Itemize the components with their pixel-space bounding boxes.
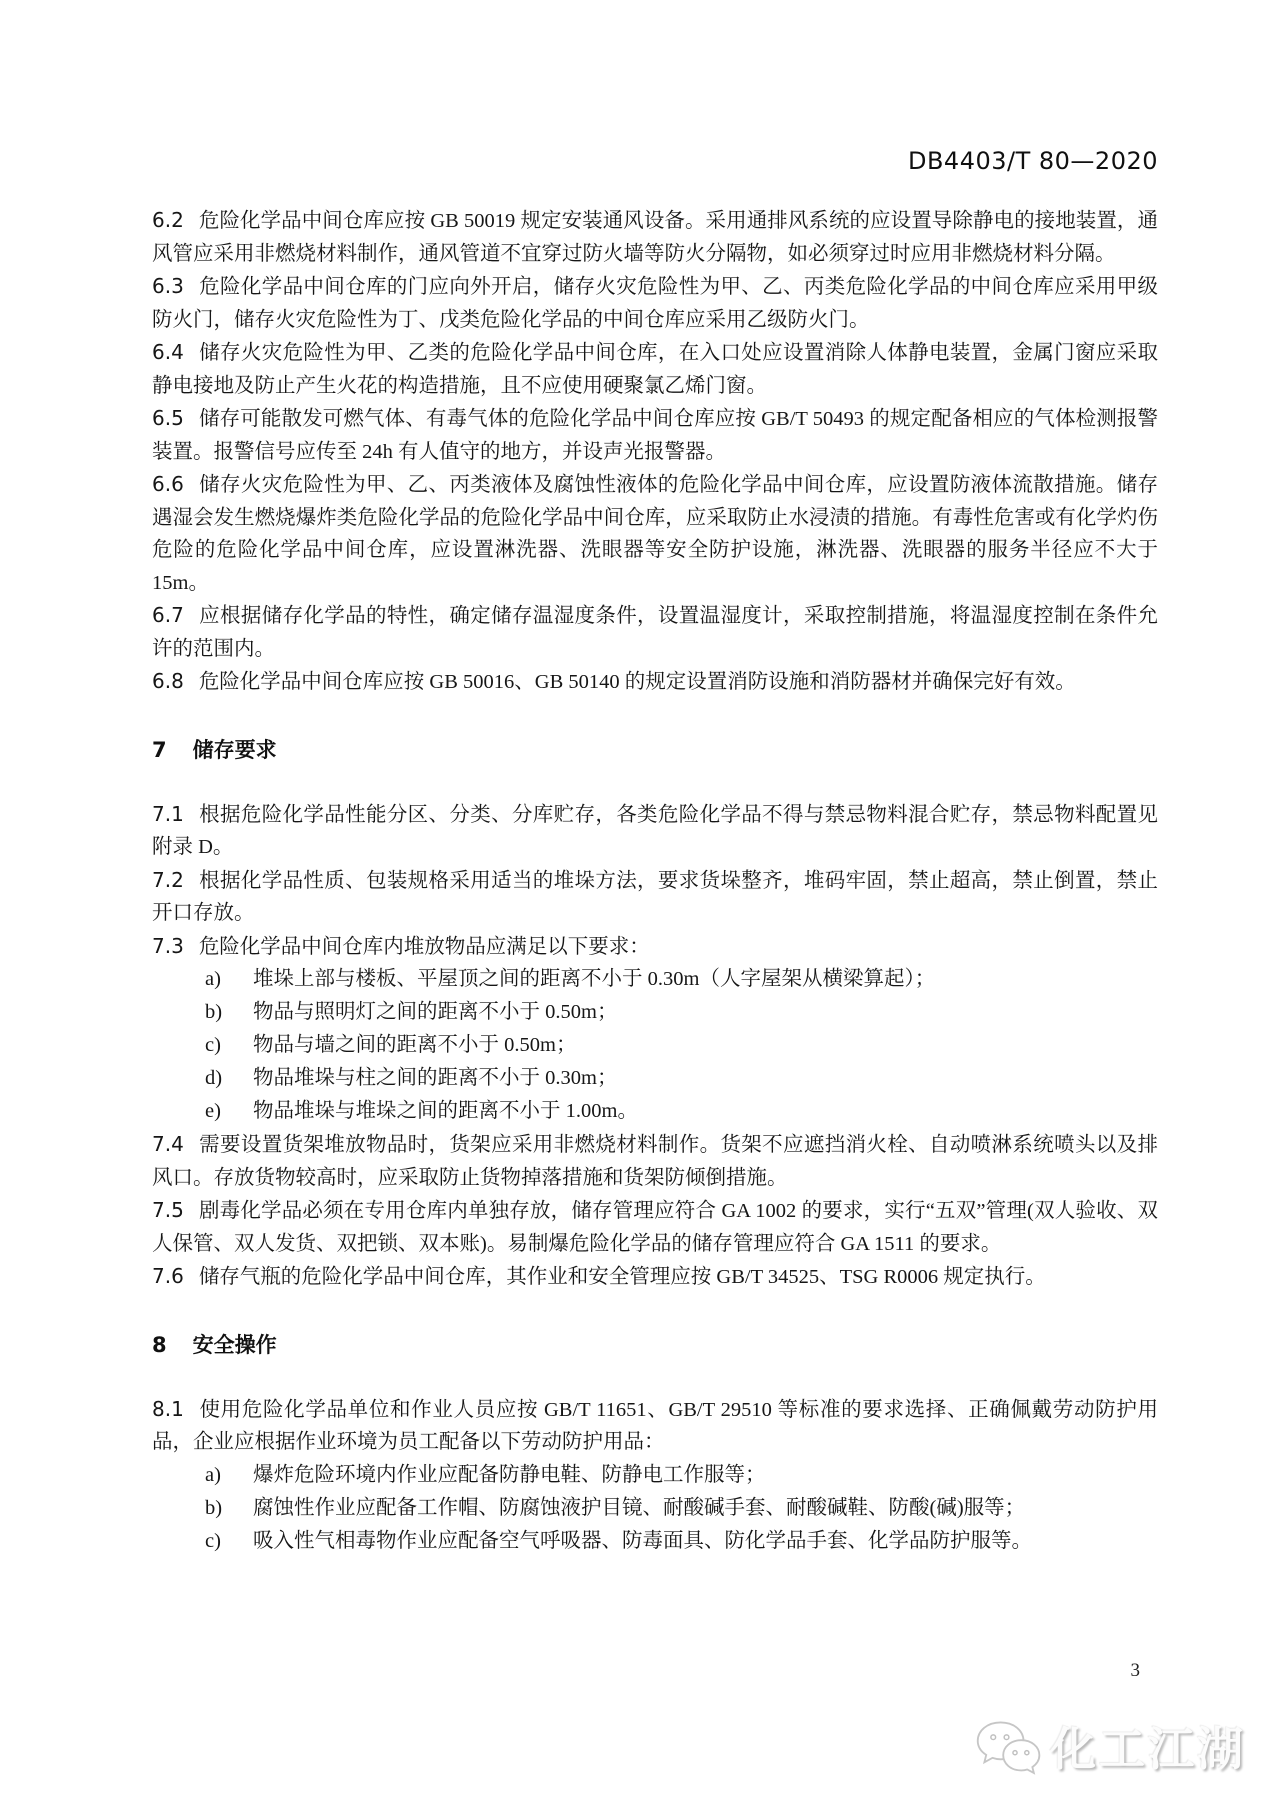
list-marker: a) [205,1463,221,1486]
list-item-d [152,1062,1158,1095]
clause-6-8 [152,665,1158,699]
clause-7-5 [152,1194,1158,1260]
clause-text: 危险化学品中间仓库的门应向外开启，储存火灾危险性为甲、乙、丙类危险化学品的中间仓库应采用甲级防火门，储存火灾危险性为丁、戊类危险化学品的中间仓库应采用乙级防火门。 [152,276,1158,331]
clause-7-2 [152,864,1158,930]
list-item-a [152,1459,1158,1492]
clause-6-5 [152,402,1158,468]
list-text: 物品与照明灯之间的距离不小于 0.50m； [253,1001,618,1023]
list-text: 吸入性气相毒物作业应配备空气呼吸器、防毒面具、防化学品手套、化学品防护服等。 [253,1529,1032,1552]
section-heading-7 [152,734,1158,766]
list-text: 堆垛上部与楼板、平屋顶之间的距离不小于 0.30m（人字屋架从横梁算起）； [253,968,936,990]
list-text: 物品与墙之间的距离不小于 0.50m； [253,1034,577,1056]
clause-text: 根据化学品性质、包装规格采用适当的堆垛方法，要求货垛整齐，堆码牢固，禁止超高，禁止倒置，禁止开口存放。 [152,869,1158,924]
clause-text: 储存气瓶的危险化学品中间仓库，其作业和安全管理应按 GB/T 34525、TSG R0006 规定执行。 [198,1266,1046,1288]
clause-number: 8.1 [152,1396,184,1421]
list-marker: b) [205,1496,223,1519]
clause-6-6 [152,468,1158,599]
clause-6-3 [152,270,1158,336]
clause-text: 储存火灾危险性为甲、乙类的危险化学品中间仓库，在入口处应设置消除人体静电装置，金属门窗应采取静电接地及防止产生火花的构造措施，且不应使用硬聚氯乙烯门窗。 [152,342,1158,397]
list-marker: a) [205,968,221,990]
clause-number: 6.7 [152,603,184,627]
clause-text: 根据危险化学品性能分区、分类、分库贮存，各类危险化学品不得与禁忌物料混合贮存，禁忌物料配置见附录 D。 [152,803,1158,858]
clause-number: 6.3 [152,274,184,298]
watermark-text: 化工江湖 [1050,1722,1246,1776]
list-text: 物品堆垛与堆垛之间的距离不小于 1.00m。 [253,1100,638,1122]
section-number: 7 [152,737,167,762]
watermark [972,1718,1246,1780]
document-code-header: DB4403/T 80—2020 [907,147,1158,175]
clause-number: 6.2 [152,208,184,232]
list-marker: d) [205,1067,223,1089]
list-marker: b) [205,1001,223,1023]
page-number: 3 [1130,1660,1140,1681]
list-text: 爆炸危险环境内作业应配备防静电鞋、防静电工作服等； [253,1463,766,1486]
list-marker: c) [205,1034,221,1056]
clause-text: 使用危险化学品单位和作业人员应按 GB/T 11651、GB/T 29510 等标准的要求选择、正确佩戴劳动防护用品，企业应根据作业环境为员工配备以下劳动防护用品： [152,1398,1158,1453]
wechat-icon [972,1718,1044,1780]
clause-number: 7.4 [152,1132,184,1156]
list-item-b [152,1492,1158,1525]
clause-8-1 [152,1393,1158,1459]
clause-text: 储存可能散发可燃气体、有毒气体的危险化学品中间仓库应按 GB/T 50493 的规定配备相应的气体检测报警装置。报警信号应传至 24h 有人值守的地方，并设声光报警器。 [152,408,1158,463]
list-item-b [152,996,1158,1029]
clause-text: 危险化学品中间仓库应按 GB 50016、GB 50140 的规定设置消防设施和消防器材并确保完好有效。 [198,671,1076,693]
clause-text: 应根据储存化学品的特性，确定储存温湿度条件，设置温湿度计，采取控制措施，将温湿度控制在条件允许的范围内。 [152,605,1158,660]
list-marker: e) [205,1100,221,1122]
clause-7-3 [152,930,1158,964]
clause-text: 剧毒化学品必须在专用仓库内单独存放，储存管理应符合 GA 1002 的要求，实行“五双”管理(双人验收、双人保管、双人发货、双把锁、双本账)。易制爆危险化学品的储存管理应符合 GA 1511 的要求。 [152,1200,1158,1255]
clause-number: 7.3 [152,933,184,958]
list-item-e [152,1095,1158,1128]
list-item-c [152,1029,1158,1062]
clause-text: 需要设置货架堆放物品时，货架应采用非燃烧材料制作。货架不应遮挡消火栓、自动喷淋系统喷头以及排风口。存放货物较高时，应采取防止货物掉落措施和货架防倾倒措施。 [152,1134,1158,1189]
clause-7-6 [152,1260,1158,1294]
list-text: 腐蚀性作业应配备工作帽、防腐蚀液护目镜、耐酸碱手套、耐酸碱鞋、防酸(碱)服等； [253,1496,1026,1519]
list-text: 物品堆垛与柱之间的距离不小于 0.30m； [253,1067,618,1089]
list-marker: c) [205,1529,221,1552]
clause-7-1 [152,798,1158,864]
clause-6-4 [152,336,1158,402]
clause-number: 6.5 [152,406,184,430]
section-number: 8 [152,1332,167,1357]
clause-number: 7.2 [152,867,184,892]
clause-number: 7.1 [152,801,184,826]
clause-7-4 [152,1128,1158,1194]
section-title: 储存要求 [192,737,277,762]
clause-number: 6.4 [152,340,184,364]
clause-text: 危险化学品中间仓库应按 GB 50019 规定安装通风设备。采用通排风系统的应设置导除静电的接地装置，通风管应采用非燃烧材料制作，通风管道不宜穿过防火墙等防火分隔物，如必须穿过时应用非燃烧材料分隔。 [152,210,1158,265]
list-item-c [152,1525,1158,1558]
clause-number: 6.6 [152,472,184,496]
clause-text: 储存火灾危险性为甲、乙、丙类液体及腐蚀性液体的危险化学品中间仓库，应设置防液体流散措施。储存遇湿会发生燃烧爆炸类危险化学品的危险化学品中间仓库，应采取防止水浸渍的措施。有毒性危害或有化学灼伤危险的危险化学品中间仓库，应设置淋洗器、洗眼器等安全防护设施，淋洗器、洗眼器的服务半径应不大于 15m。 [152,474,1158,594]
list-item-a [152,963,1158,996]
section-title: 安全操作 [192,1332,277,1357]
document-body [152,204,1158,1558]
clause-6-7 [152,599,1158,665]
clause-6-2 [152,204,1158,270]
section-heading-8 [152,1329,1158,1361]
clause-number: 7.6 [152,1264,184,1288]
clause-number: 7.5 [152,1198,184,1222]
clause-number: 6.8 [152,669,184,693]
clause-text: 危险化学品中间仓库内堆放物品应满足以下要求： [198,935,650,958]
